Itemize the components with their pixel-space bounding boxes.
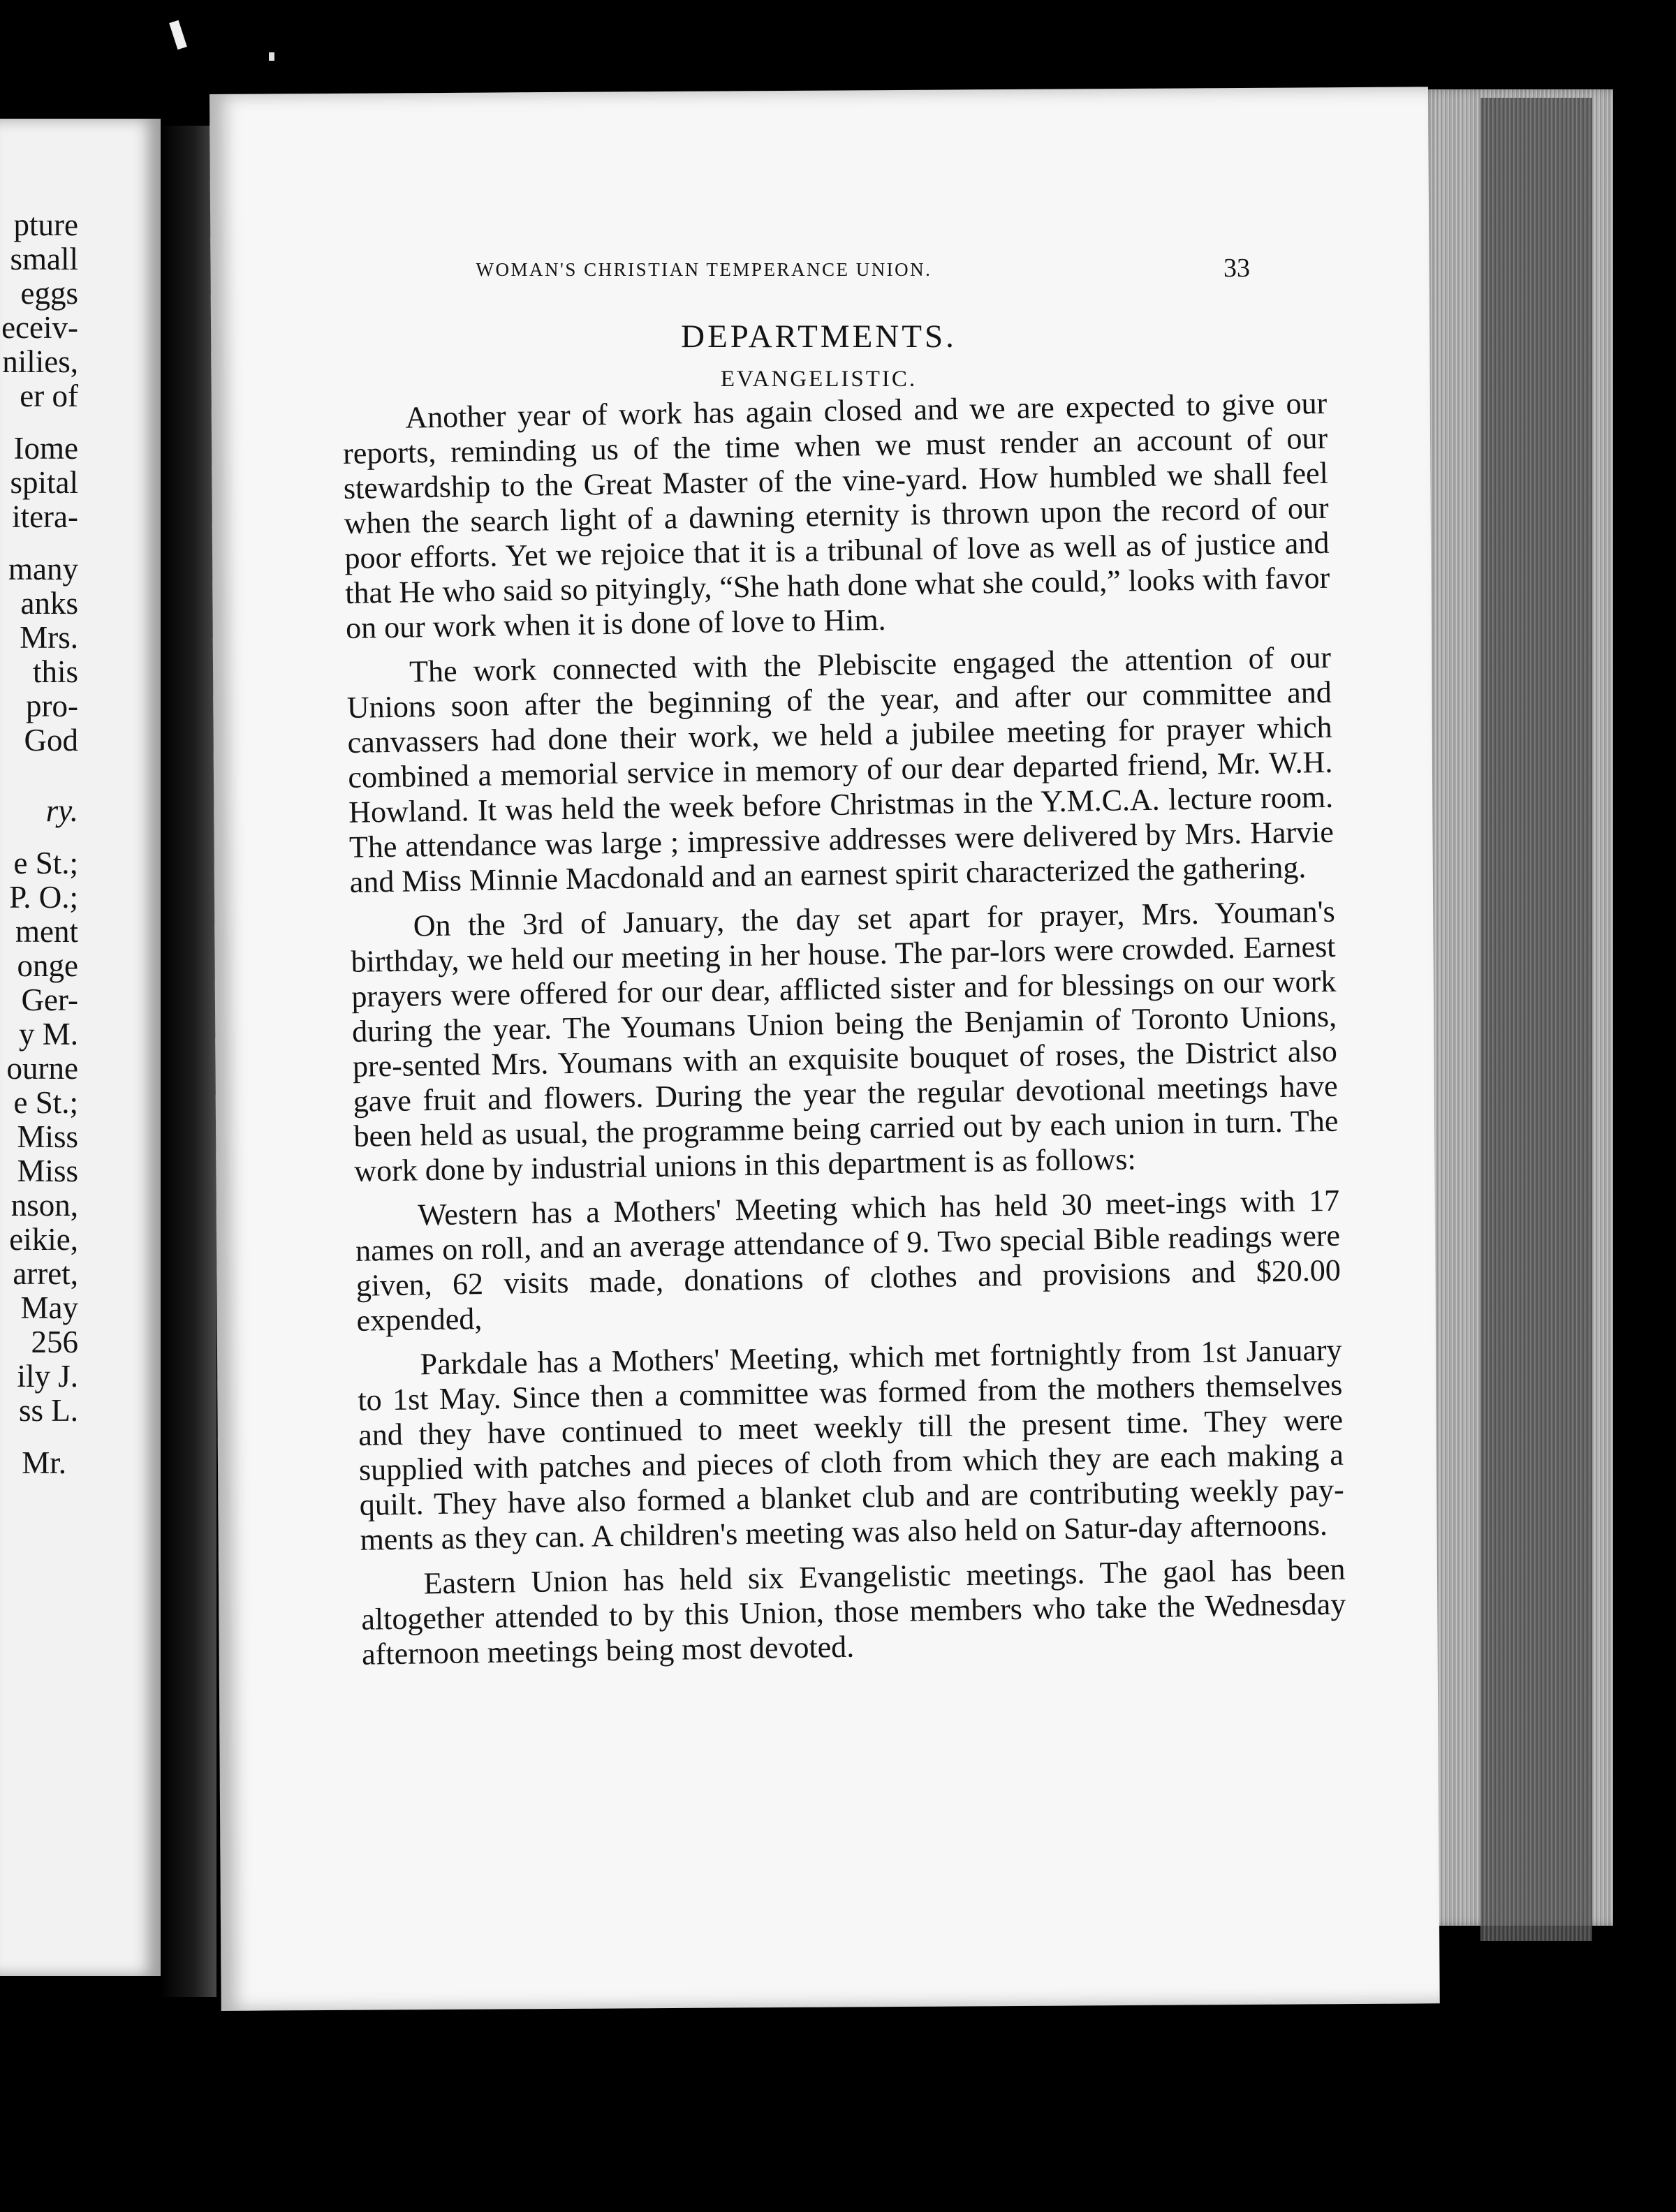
paragraph: On the 3rd of January, the day set apart for prayer, Mrs. Youman's birthday, we held our meeting in her house. The par-lors were crowded. Earnest prayers were offered for our dear, afflicted sister and for blessings on our work during the year. The Youmans Union being the Benjamin of Toronto Unions, pre-sented Mrs. Youmans with an exquisite bouquet of roses, the District also gave fruit and flowers. During the year the regular devotional meetings have been held as usual, the programme being carried out by each union in turn. The work done by industrial unions in this department is as follows: xyxy=(351,894,1339,1188)
left-page-line: May xyxy=(20,1290,78,1325)
left-page-line: this xyxy=(32,654,78,689)
scan-mark-small xyxy=(269,52,274,61)
left-page-line: Mrs. xyxy=(20,620,78,655)
left-page-line: onge xyxy=(17,948,78,983)
left-page-line: e St.; xyxy=(13,846,78,880)
left-page-line: Miss xyxy=(17,1153,78,1188)
left-page-line: God xyxy=(24,723,78,758)
paragraph: Western has a Mothers' Meeting which has held 30 meet-ings with 17 names on roll, and an average attendance of 9. Two special Bible readings were given, 62 visits made, donations of clothes and provisions and $20.00 expended, xyxy=(355,1183,1341,1338)
paragraph: Eastern Union has held six Evangelistic meetings. The gaol has been altogether attended to by this Union, those members who take the Wednesday afternoon meetings being most devoted. xyxy=(361,1551,1346,1672)
left-page-line: Iome xyxy=(13,431,78,466)
left-page-line: ourne xyxy=(6,1051,78,1086)
left-page-line: Miss xyxy=(17,1119,78,1154)
left-page-line: spital xyxy=(10,465,78,500)
paragraph: Another year of work has again closed and we are expected to give our reports, reminding us of the time when we must render an account of our stewardship to the Great Master of the vine-yard. How humbled we shall feel when the search light of a dawning eternity is thrown upon the record of our poor efforts. Yet we rejoice that it is a tribunal of love as well as of justice and that He who said so pityingly, “She hath done what she could,” looks with favor on our work when it is done of love to Him. xyxy=(342,385,1330,645)
left-page-line: e St.; xyxy=(13,1085,78,1120)
left-page-line: y M. xyxy=(18,1017,78,1052)
left-page-line: eikie, xyxy=(9,1222,78,1257)
left-page-line: nson, xyxy=(10,1188,78,1223)
left-page-line: itera- xyxy=(12,499,78,534)
left-page-line: eggs xyxy=(20,276,78,311)
left-page-line: er of xyxy=(20,378,78,413)
book-gutter xyxy=(161,126,216,1997)
paragraph: The work connected with the Plebiscite engaged the attention of our Unions soon after the beginning of the year, and after our committee and canvassers had done their work, we held a jubilee meeting for prayer which combined a memorial service in memory of our dear departed friend, Mr. W.H. Howland. It was held the week before Christmas in the Y.M.C.A. lecture room. The attendance was large ; impressive addresses were delivered by Mrs. Harvie and Miss Minnie Macdonald and an earnest spirit characterized the gathering. xyxy=(346,640,1335,899)
left-page-line: arret, xyxy=(13,1256,78,1291)
left-page-line: small xyxy=(10,242,78,276)
left-page-line: ily J. xyxy=(17,1359,78,1394)
scan-mark xyxy=(169,20,187,50)
page-edges-shadow xyxy=(1480,98,1592,1941)
left-page-line: Mr. xyxy=(22,1445,66,1480)
left-page-line: many xyxy=(8,552,78,587)
left-page-line: ry. xyxy=(45,793,78,828)
left-page-line: anks xyxy=(20,586,78,621)
running-head: WOMAN'S CHRISTIAN TEMPERANCE UNION. xyxy=(476,259,932,280)
left-page-line: 256 xyxy=(31,1325,78,1359)
left-page-line: Ger- xyxy=(21,982,78,1017)
paragraph: Parkdale has a Mothers' Meeting, which met fortnightly from 1st January to 1st May. Since then a committee was formed from the mothers themselves and they have continued to meet weekly till the present time. They were supplied with patches and pieces of cloth from which they are each making a quilt. They have also formed a blanket club and are contributing weekly pay-ments as they can. A children's meeting was also held on Satur-day afternoons. xyxy=(358,1332,1345,1557)
section-title: DEPARTMENTS. xyxy=(681,318,957,355)
left-page-line: ss L. xyxy=(18,1393,78,1428)
body-text xyxy=(342,386,1347,1682)
left-page-line: eceiv- xyxy=(1,310,78,345)
section-subtitle: EVANGELISTIC. xyxy=(720,367,918,392)
left-page-line: P. O.; xyxy=(9,880,78,915)
left-page-line: nilies, xyxy=(2,344,78,379)
left-page xyxy=(0,119,161,1976)
left-page-line: ment xyxy=(15,914,78,949)
page-number: 33 xyxy=(1223,253,1250,283)
left-page-line: pro- xyxy=(26,688,78,723)
left-page-line: pture xyxy=(13,207,78,242)
